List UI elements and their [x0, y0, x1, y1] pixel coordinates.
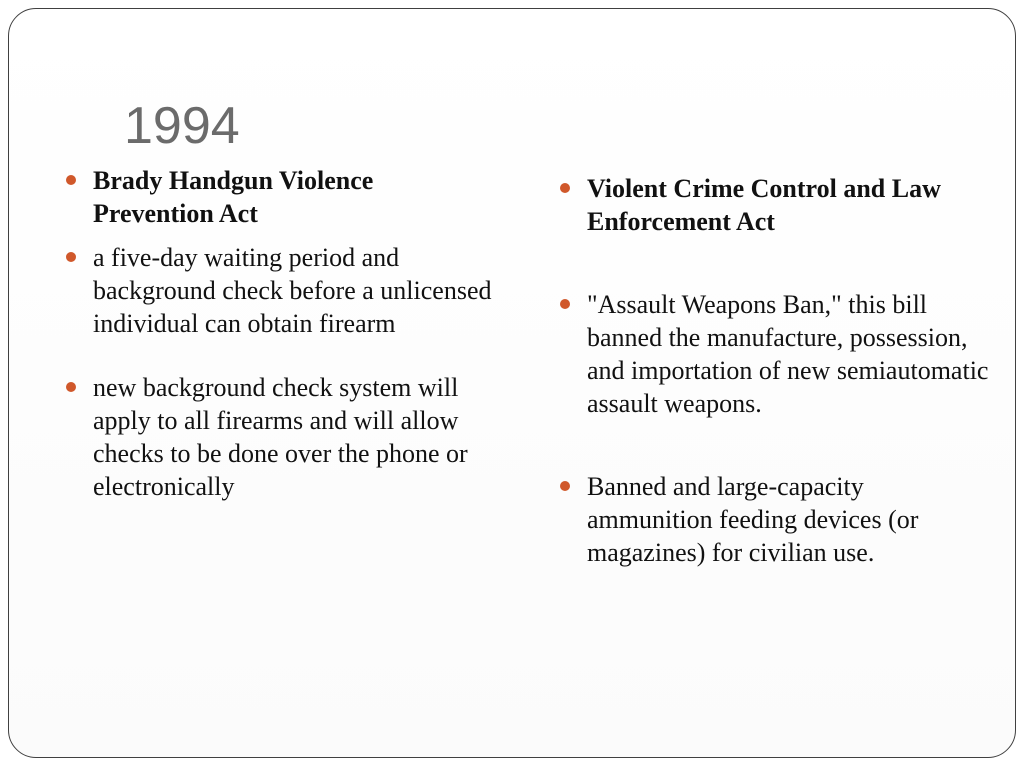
left-bullet-item — [65, 241, 495, 340]
left-bullet-list — [65, 164, 495, 503]
bullet-text: Brady Handgun Violence Prevention Act — [93, 166, 374, 228]
right-bullet-item — [559, 172, 989, 238]
bullet-text: Banned and large-capacity ammunition feeding devices (or magazines) for civilian use. — [587, 472, 919, 567]
bullet-text: Violent Crime Control and Law Enforcement Act — [587, 174, 941, 236]
right-bullet-item — [559, 470, 989, 569]
bullet-dot-icon — [66, 252, 76, 262]
bullet-dot-icon — [560, 183, 570, 193]
right-bullet-list — [559, 172, 989, 569]
slide — [8, 8, 1016, 758]
left-column — [65, 164, 495, 503]
right-column — [559, 172, 989, 569]
bullet-text: new background check system will apply to all firearms and will allow checks to be done over the phone or electronically — [93, 373, 468, 501]
left-bullet-item — [65, 371, 495, 503]
bullet-dot-icon — [560, 299, 570, 309]
bullet-dot-icon — [560, 481, 570, 491]
right-bullet-item — [559, 288, 989, 420]
bullet-text: a five-day waiting period and background check before a unlicensed individual can obtain firearm — [93, 243, 492, 338]
left-bullet-item — [65, 164, 495, 230]
bullet-text: "Assault Weapons Ban," this bill banned the manufacture, possession, and importation of new semiautomatic assault weapons. — [587, 290, 989, 418]
bullet-dot-icon — [66, 175, 76, 185]
bullet-dot-icon — [66, 382, 76, 392]
slide-title: 1994 — [124, 97, 240, 155]
